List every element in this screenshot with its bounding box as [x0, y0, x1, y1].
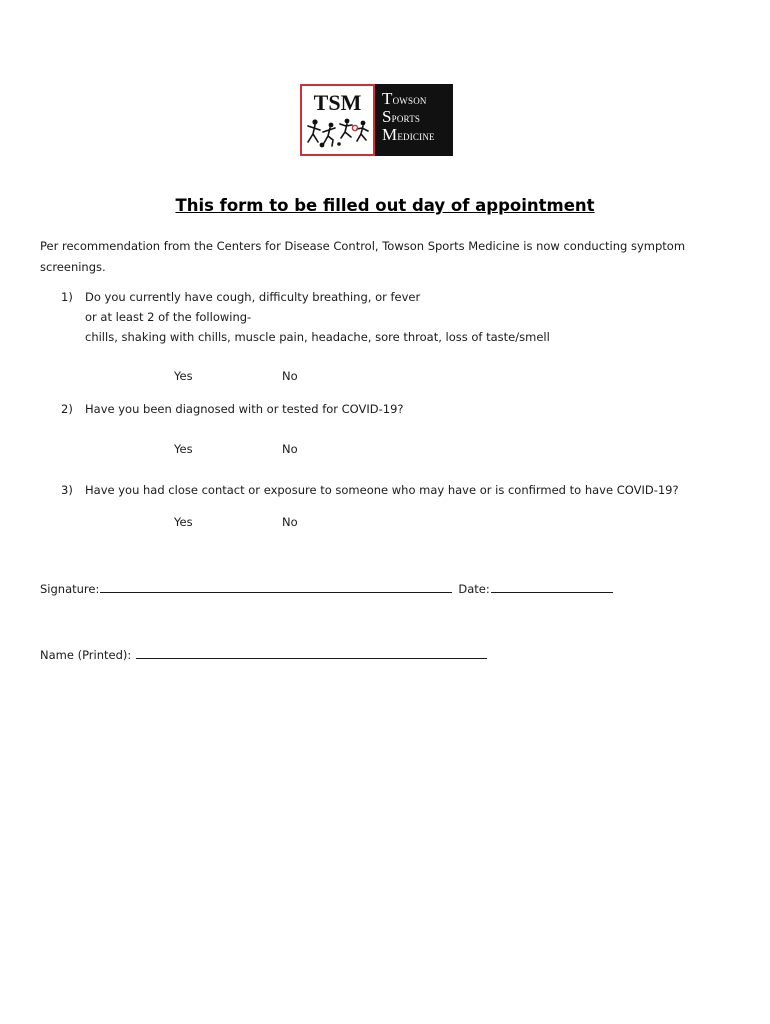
logo-word-medicine: Medicine: [382, 125, 435, 144]
question-2-yes-option[interactable]: Yes: [174, 442, 193, 456]
name-printed-field[interactable]: [136, 647, 487, 659]
question-3-number: 3): [61, 483, 73, 497]
question-2-number: 2): [61, 402, 73, 416]
intro-paragraph: Per recommendation from the Centers for Disease Control, Towson Sports Medicine is now conducting symptom screenings.: [40, 239, 686, 274]
athletes-icon: [305, 116, 371, 150]
question-3-no-option[interactable]: No: [282, 515, 298, 529]
question-1-yes-option[interactable]: Yes: [174, 369, 193, 383]
question-2-line-1: Have you been diagnosed with or tested for COVID-19?: [85, 402, 404, 416]
question-3-yes-option[interactable]: Yes: [174, 515, 193, 529]
logo-word-sports: Sports: [382, 107, 421, 126]
logo-wordmark: [375, 84, 453, 156]
logo-abbreviation: TSM: [313, 90, 362, 115]
signature-field[interactable]: [100, 581, 452, 593]
signature-label: Signature:: [40, 582, 100, 596]
form-title: This form to be filled out day of appointment: [175, 196, 595, 215]
logo-emblem: [300, 84, 375, 156]
question-1-line-1: Do you currently have cough, difficulty breathing, or fever: [85, 290, 421, 304]
name-printed-row: [40, 647, 487, 662]
question-1-no-option[interactable]: No: [282, 369, 298, 383]
question-2-no-option[interactable]: No: [282, 442, 298, 456]
name-printed-label: Name (Printed):: [40, 648, 132, 662]
question-3-line-1: Have you had close contact or exposure to someone who may have or is confirmed to have COVID-19?: [85, 483, 679, 497]
date-label: Date:: [458, 582, 490, 596]
date-field[interactable]: [491, 581, 613, 593]
tsm-logo: [300, 84, 453, 156]
question-1-number: 1): [61, 290, 73, 304]
signature-row: [40, 581, 613, 596]
question-1-line-2: or at least 2 of the following-: [85, 310, 252, 324]
logo-word-towson: Towson: [382, 89, 427, 108]
question-1-line-3: chills, shaking with chills, muscle pain, headache, sore throat, loss of taste/smell: [85, 330, 550, 344]
